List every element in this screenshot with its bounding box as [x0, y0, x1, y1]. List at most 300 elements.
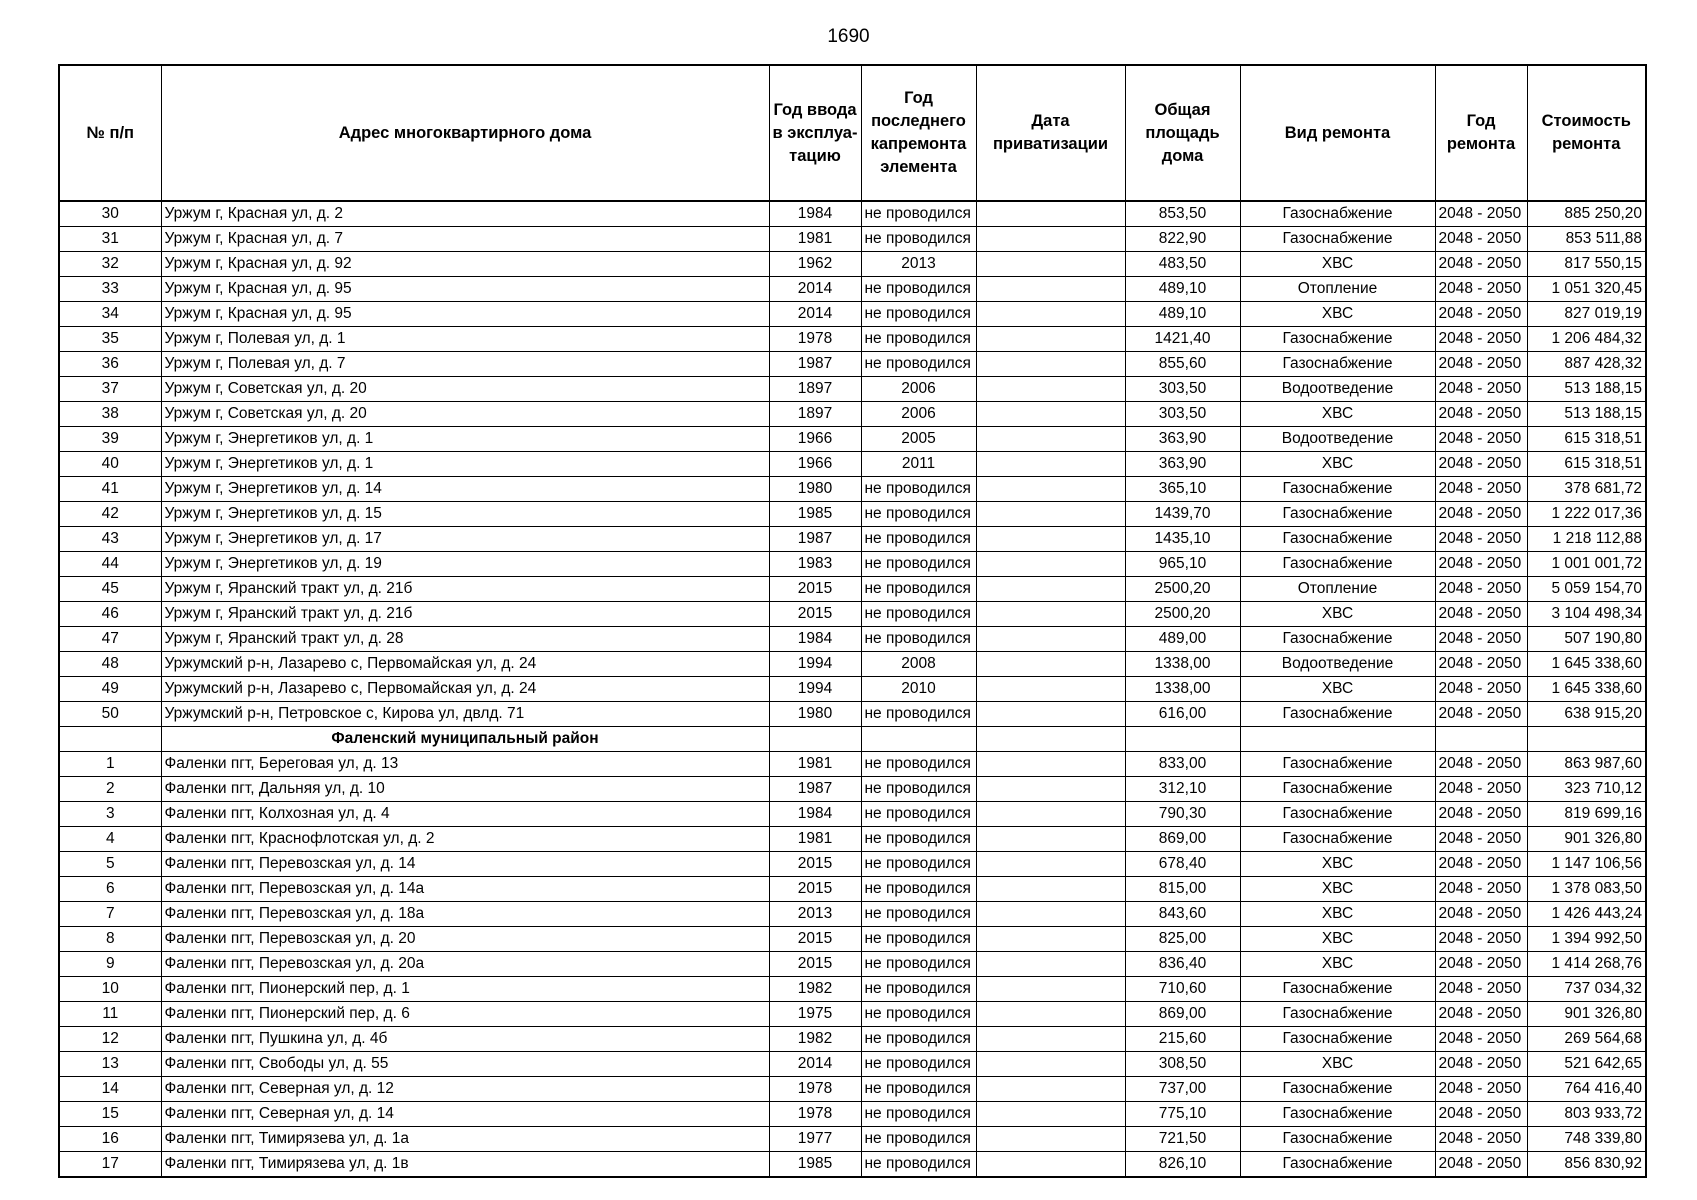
cell-area: 790,30: [1125, 802, 1240, 827]
cell-repair-period: 2048 - 2050: [1435, 802, 1527, 827]
cell-address: Фаленки пгт, Пушкина ул, д. 4б: [161, 1027, 769, 1052]
cell-last-repair: не проводился: [861, 1102, 976, 1127]
cell-privatization: [976, 702, 1125, 727]
cell-repair-type: ХВС: [1240, 877, 1435, 902]
cell-number: 37: [59, 377, 161, 402]
cell-area: 815,00: [1125, 877, 1240, 902]
table-row: [59, 377, 1646, 402]
cell-year-commissioned: 2015: [769, 952, 861, 977]
cell-year-commissioned: 1966: [769, 427, 861, 452]
cell-year-commissioned: 1983: [769, 552, 861, 577]
cell-number: 47: [59, 627, 161, 652]
cell-area: 855,60: [1125, 352, 1240, 377]
cell-repair-type: Газоснабжение: [1240, 552, 1435, 577]
cell-repair-period: 2048 - 2050: [1435, 1127, 1527, 1152]
table-row: [59, 877, 1646, 902]
cell-repair-type: Газоснабжение: [1240, 327, 1435, 352]
cell-year-commissioned: 1994: [769, 652, 861, 677]
cell-cost: 378 681,72: [1527, 477, 1646, 502]
cell-cost: 819 699,16: [1527, 802, 1646, 827]
cell-repair-type: Газоснабжение: [1240, 752, 1435, 777]
cell-cost: 887 428,32: [1527, 352, 1646, 377]
table-row: [59, 677, 1646, 702]
cell-last-repair: не проводился: [861, 201, 976, 227]
cell-cost: 863 987,60: [1527, 752, 1646, 777]
cell-privatization: [976, 1077, 1125, 1102]
cell-repair-type: Газоснабжение: [1240, 527, 1435, 552]
cell-cost: 1 001 001,72: [1527, 552, 1646, 577]
cell-number: 17: [59, 1152, 161, 1178]
cell-address: Уржумский р-н, Петровское с, Кирова ул, двлд. 71: [161, 702, 769, 727]
cell-last-repair: не проводился: [861, 477, 976, 502]
cell-address: Фаленки пгт, Пионерский пер, д. 1: [161, 977, 769, 1002]
cell-privatization: [976, 427, 1125, 452]
cell-cost: 901 326,80: [1527, 827, 1646, 852]
cell-repair-type: Отопление: [1240, 577, 1435, 602]
cell-area: 312,10: [1125, 777, 1240, 802]
cell-number: 8: [59, 927, 161, 952]
cell-area: 833,00: [1125, 752, 1240, 777]
cell-repair-type: ХВС: [1240, 302, 1435, 327]
cell-repair-period: 2048 - 2050: [1435, 652, 1527, 677]
cell-cost: 748 339,80: [1527, 1127, 1646, 1152]
cell-repair-type: Газоснабжение: [1240, 1152, 1435, 1178]
table-row: [59, 702, 1646, 727]
cell-repair-period: 2048 - 2050: [1435, 377, 1527, 402]
table-row: [59, 802, 1646, 827]
cell-address: Уржум г, Энергетиков ул, д. 19: [161, 552, 769, 577]
cell-number: 36: [59, 352, 161, 377]
cell-repair-type: Газоснабжение: [1240, 702, 1435, 727]
cell-repair-type: ХВС: [1240, 402, 1435, 427]
cell-number: 50: [59, 702, 161, 727]
cell-area: 1338,00: [1125, 677, 1240, 702]
cell-last-repair: 2013: [861, 252, 976, 277]
cell-repair-period: 2048 - 2050: [1435, 277, 1527, 302]
cell-area: 303,50: [1125, 377, 1240, 402]
cell-repair-period: 2048 - 2050: [1435, 752, 1527, 777]
table-row: [59, 527, 1646, 552]
cell-address: Фаленки пгт, Тимирязева ул, д. 1а: [161, 1127, 769, 1152]
cell-last-repair: не проводился: [861, 927, 976, 952]
cell-number: 41: [59, 477, 161, 502]
cell-repair-type: ХВС: [1240, 452, 1435, 477]
table-body: [59, 201, 1646, 1177]
cell-cost: 513 188,15: [1527, 402, 1646, 427]
cell-repair-type: ХВС: [1240, 602, 1435, 627]
cell-year-commissioned: 2015: [769, 927, 861, 952]
cell-area: 710,60: [1125, 977, 1240, 1002]
cell-last-repair: не проводился: [861, 227, 976, 252]
cell-last-repair: 2008: [861, 652, 976, 677]
cell-repair-type: Отопление: [1240, 277, 1435, 302]
cell-number: 14: [59, 1077, 161, 1102]
cell-area: [1125, 727, 1240, 752]
cell-address: Фаленки пгт, Перевозская ул, д. 14: [161, 852, 769, 877]
cell-repair-type: ХВС: [1240, 252, 1435, 277]
cell-area: 365,10: [1125, 477, 1240, 502]
cell-address: Уржум г, Энергетиков ул, д. 15: [161, 502, 769, 527]
cell-year-commissioned: [769, 727, 861, 752]
cell-repair-type: Газоснабжение: [1240, 352, 1435, 377]
cell-area: 869,00: [1125, 1002, 1240, 1027]
cell-area: 1439,70: [1125, 502, 1240, 527]
cell-repair-period: 2048 - 2050: [1435, 352, 1527, 377]
cell-last-repair: не проводился: [861, 277, 976, 302]
cell-privatization: [976, 852, 1125, 877]
cell-repair-type: Газоснабжение: [1240, 502, 1435, 527]
cell-address: Фаленки пгт, Перевозская ул, д. 20а: [161, 952, 769, 977]
cell-privatization: [976, 652, 1125, 677]
cell-number: 10: [59, 977, 161, 1002]
cell-repair-period: 2048 - 2050: [1435, 452, 1527, 477]
cell-number: 15: [59, 1102, 161, 1127]
table-row: [59, 252, 1646, 277]
header-num: № п/п: [59, 65, 161, 201]
cell-repair-period: [1435, 727, 1527, 752]
cell-repair-period: 2048 - 2050: [1435, 302, 1527, 327]
cell-repair-type: Газоснабжение: [1240, 627, 1435, 652]
cell-repair-period: 2048 - 2050: [1435, 527, 1527, 552]
table-row: [59, 1002, 1646, 1027]
cell-address: Уржумский р-н, Лазарево с, Первомайская ул, д. 24: [161, 677, 769, 702]
cell-address: Уржум г, Энергетиков ул, д. 14: [161, 477, 769, 502]
cell-year-commissioned: 2014: [769, 1052, 861, 1077]
cell-address: Уржум г, Красная ул, д. 92: [161, 252, 769, 277]
cell-area: 2500,20: [1125, 577, 1240, 602]
cell-repair-type: Газоснабжение: [1240, 977, 1435, 1002]
cell-repair-period: 2048 - 2050: [1435, 827, 1527, 852]
header-area: Общая площадь дома: [1125, 65, 1240, 201]
cell-area: 836,40: [1125, 952, 1240, 977]
cell-last-repair: не проводился: [861, 777, 976, 802]
cell-area: 853,50: [1125, 201, 1240, 227]
cell-repair-type: ХВС: [1240, 852, 1435, 877]
cell-area: 775,10: [1125, 1102, 1240, 1127]
cell-repair-type: Газоснабжение: [1240, 1002, 1435, 1027]
cell-privatization: [976, 302, 1125, 327]
cell-number: 45: [59, 577, 161, 602]
cell-address: Фаленки пгт, Перевозская ул, д. 20: [161, 927, 769, 952]
cell-number: 7: [59, 902, 161, 927]
cell-last-repair: не проводился: [861, 802, 976, 827]
section-title: Фаленский муниципальный район: [161, 727, 769, 752]
header-address: Адрес многоквартирного дома: [161, 65, 769, 201]
cell-last-repair: не проводился: [861, 827, 976, 852]
cell-last-repair: 2006: [861, 402, 976, 427]
header-year-commissioned: Год ввода в эксплуа-тацию: [769, 65, 861, 201]
cell-year-commissioned: 2013: [769, 902, 861, 927]
cell-area: 489,00: [1125, 627, 1240, 652]
cell-repair-type: Газоснабжение: [1240, 1127, 1435, 1152]
cell-area: 1435,10: [1125, 527, 1240, 552]
cell-area: 843,60: [1125, 902, 1240, 927]
cell-repair-type: Газоснабжение: [1240, 1027, 1435, 1052]
cell-privatization: [976, 877, 1125, 902]
table-row: [59, 452, 1646, 477]
cell-repair-type: Газоснабжение: [1240, 477, 1435, 502]
cell-address: Фаленки пгт, Северная ул, д. 12: [161, 1077, 769, 1102]
cell-privatization: [976, 552, 1125, 577]
cell-year-commissioned: 1987: [769, 527, 861, 552]
cell-privatization: [976, 952, 1125, 977]
table-row: [59, 1077, 1646, 1102]
cell-year-commissioned: 1980: [769, 477, 861, 502]
table-row: [59, 352, 1646, 377]
cell-repair-type: Газоснабжение: [1240, 1077, 1435, 1102]
table-row: [59, 577, 1646, 602]
cell-privatization: [976, 927, 1125, 952]
cell-repair-period: 2048 - 2050: [1435, 577, 1527, 602]
cell-number: 44: [59, 552, 161, 577]
cell-address: Фаленки пгт, Дальняя ул, д. 10: [161, 777, 769, 802]
cell-privatization: [976, 802, 1125, 827]
cell-repair-period: 2048 - 2050: [1435, 201, 1527, 227]
cell-year-commissioned: 1978: [769, 327, 861, 352]
cell-number: 48: [59, 652, 161, 677]
cell-area: 489,10: [1125, 277, 1240, 302]
cell-cost: 513 188,15: [1527, 377, 1646, 402]
page-number: 1690: [827, 26, 870, 47]
cell-area: 215,60: [1125, 1027, 1240, 1052]
cell-number: 35: [59, 327, 161, 352]
cell-area: 308,50: [1125, 1052, 1240, 1077]
table-row: [59, 652, 1646, 677]
cell-privatization: [976, 777, 1125, 802]
cell-cost: 638 915,20: [1527, 702, 1646, 727]
cell-repair-period: 2048 - 2050: [1435, 702, 1527, 727]
cell-number: 16: [59, 1127, 161, 1152]
repair-registry-table: [58, 64, 1647, 1178]
cell-repair-period: 2048 - 2050: [1435, 552, 1527, 577]
cell-address: Фаленки пгт, Тимирязева ул, д. 1в: [161, 1152, 769, 1178]
cell-year-commissioned: 2015: [769, 852, 861, 877]
cell-last-repair: 2005: [861, 427, 976, 452]
cell-address: Фаленки пгт, Береговая ул, д. 13: [161, 752, 769, 777]
cell-last-repair: не проводился: [861, 602, 976, 627]
cell-privatization: [976, 902, 1125, 927]
cell-address: Уржум г, Красная ул, д. 95: [161, 302, 769, 327]
table-row: [59, 1127, 1646, 1152]
table-header-row: [59, 65, 1646, 201]
cell-number: 30: [59, 201, 161, 227]
cell-cost: 1 426 443,24: [1527, 902, 1646, 927]
cell-privatization: [976, 627, 1125, 652]
cell-last-repair: не проводился: [861, 627, 976, 652]
cell-repair-type: Водоотведение: [1240, 377, 1435, 402]
table-row: [59, 627, 1646, 652]
cell-year-commissioned: 2015: [769, 877, 861, 902]
cell-year-commissioned: 1984: [769, 627, 861, 652]
cell-number: 13: [59, 1052, 161, 1077]
cell-last-repair: не проводился: [861, 902, 976, 927]
cell-repair-period: 2048 - 2050: [1435, 1027, 1527, 1052]
cell-address: Фаленки пгт, Северная ул, д. 14: [161, 1102, 769, 1127]
cell-repair-type: Газоснабжение: [1240, 227, 1435, 252]
cell-area: 822,90: [1125, 227, 1240, 252]
cell-repair-type: ХВС: [1240, 1052, 1435, 1077]
cell-address: Уржум г, Полевая ул, д. 7: [161, 352, 769, 377]
cell-repair-type: ХВС: [1240, 902, 1435, 927]
cell-year-commissioned: 1987: [769, 777, 861, 802]
cell-privatization: [976, 327, 1125, 352]
cell-cost: 737 034,32: [1527, 977, 1646, 1002]
table-row: [59, 852, 1646, 877]
cell-cost: 507 190,80: [1527, 627, 1646, 652]
cell-last-repair: не проводился: [861, 352, 976, 377]
cell-address: Уржум г, Яранский тракт ул, д. 21б: [161, 577, 769, 602]
cell-address: Уржум г, Советская ул, д. 20: [161, 402, 769, 427]
cell-area: 483,50: [1125, 252, 1240, 277]
cell-year-commissioned: 1985: [769, 502, 861, 527]
cell-cost: 856 830,92: [1527, 1152, 1646, 1178]
cell-privatization: [976, 352, 1125, 377]
cell-privatization: [976, 252, 1125, 277]
cell-last-repair: не проводился: [861, 552, 976, 577]
cell-cost: 615 318,51: [1527, 452, 1646, 477]
cell-cost: 615 318,51: [1527, 427, 1646, 452]
table-row: [59, 752, 1646, 777]
cell-repair-period: 2048 - 2050: [1435, 952, 1527, 977]
cell-repair-type: [1240, 727, 1435, 752]
cell-cost: 1 051 320,45: [1527, 277, 1646, 302]
cell-cost: 827 019,19: [1527, 302, 1646, 327]
cell-year-commissioned: 1977: [769, 1127, 861, 1152]
cell-last-repair: не проводился: [861, 702, 976, 727]
cell-address: Уржумский р-н, Лазарево с, Первомайская ул, д. 24: [161, 652, 769, 677]
cell-area: 678,40: [1125, 852, 1240, 877]
cell-privatization: [976, 602, 1125, 627]
cell-area: 2500,20: [1125, 602, 1240, 627]
cell-cost: 1 414 268,76: [1527, 952, 1646, 977]
cell-number: 6: [59, 877, 161, 902]
cell-last-repair: не проводился: [861, 502, 976, 527]
cell-year-commissioned: 1962: [769, 252, 861, 277]
cell-address: Уржум г, Красная ул, д. 2: [161, 201, 769, 227]
cell-address: Фаленки пгт, Свободы ул, д. 55: [161, 1052, 769, 1077]
cell-number: 46: [59, 602, 161, 627]
cell-number: 43: [59, 527, 161, 552]
table-row: [59, 327, 1646, 352]
cell-number: 40: [59, 452, 161, 477]
header-repair-period: Год ремонта: [1435, 65, 1527, 201]
cell-repair-period: 2048 - 2050: [1435, 1052, 1527, 1077]
cell-privatization: [976, 752, 1125, 777]
cell-cost: 901 326,80: [1527, 1002, 1646, 1027]
table-row: [59, 777, 1646, 802]
table-row: [59, 952, 1646, 977]
cell-last-repair: не проводился: [861, 577, 976, 602]
cell-cost: 1 222 017,36: [1527, 502, 1646, 527]
cell-year-commissioned: 2015: [769, 577, 861, 602]
cell-number: 11: [59, 1002, 161, 1027]
cell-number: 42: [59, 502, 161, 527]
cell-number: 34: [59, 302, 161, 327]
section-row: [59, 727, 1646, 752]
cell-last-repair: не проводился: [861, 1002, 976, 1027]
cell-year-commissioned: 2014: [769, 277, 861, 302]
cell-year-commissioned: 2014: [769, 302, 861, 327]
cell-privatization: [976, 377, 1125, 402]
table-row: [59, 1027, 1646, 1052]
cell-privatization: [976, 677, 1125, 702]
cell-cost: 1 218 112,88: [1527, 527, 1646, 552]
cell-repair-period: 2048 - 2050: [1435, 1152, 1527, 1178]
cell-cost: 1 378 083,50: [1527, 877, 1646, 902]
cell-last-repair: не проводился: [861, 752, 976, 777]
cell-cost: 3 104 498,34: [1527, 602, 1646, 627]
cell-year-commissioned: 1978: [769, 1102, 861, 1127]
cell-area: 616,00: [1125, 702, 1240, 727]
cell-number: 39: [59, 427, 161, 452]
cell-repair-period: 2048 - 2050: [1435, 1002, 1527, 1027]
cell-repair-type: Газоснабжение: [1240, 1102, 1435, 1127]
cell-year-commissioned: 1987: [769, 352, 861, 377]
cell-area: 721,50: [1125, 1127, 1240, 1152]
cell-cost: 764 416,40: [1527, 1077, 1646, 1102]
cell-repair-period: 2048 - 2050: [1435, 602, 1527, 627]
cell-last-repair: не проводился: [861, 877, 976, 902]
cell-number: 12: [59, 1027, 161, 1052]
cell-year-commissioned: 1984: [769, 201, 861, 227]
cell-last-repair: не проводился: [861, 527, 976, 552]
cell-year-commissioned: 1981: [769, 227, 861, 252]
cell-number: 33: [59, 277, 161, 302]
cell-repair-period: 2048 - 2050: [1435, 502, 1527, 527]
cell-year-commissioned: 1897: [769, 402, 861, 427]
cell-address: Фаленки пгт, Перевозская ул, д. 18а: [161, 902, 769, 927]
cell-repair-period: 2048 - 2050: [1435, 902, 1527, 927]
table-row: [59, 977, 1646, 1002]
cell-repair-period: 2048 - 2050: [1435, 327, 1527, 352]
cell-address: Фаленки пгт, Краснофлотская ул, д. 2: [161, 827, 769, 852]
cell-year-commissioned: 1981: [769, 827, 861, 852]
cell-repair-type: Газоснабжение: [1240, 827, 1435, 852]
cell-address: Уржум г, Красная ул, д. 95: [161, 277, 769, 302]
cell-address: Уржум г, Яранский тракт ул, д. 21б: [161, 602, 769, 627]
cell-cost: 1 147 106,56: [1527, 852, 1646, 877]
cell-address: Фаленки пгт, Пионерский пер, д. 6: [161, 1002, 769, 1027]
cell-repair-period: 2048 - 2050: [1435, 877, 1527, 902]
header-privatization: Дата приватизации: [976, 65, 1125, 201]
cell-area: 1421,40: [1125, 327, 1240, 352]
cell-cost: 5 059 154,70: [1527, 577, 1646, 602]
cell-repair-period: 2048 - 2050: [1435, 252, 1527, 277]
cell-repair-period: 2048 - 2050: [1435, 477, 1527, 502]
cell-number: 32: [59, 252, 161, 277]
cell-year-commissioned: 1975: [769, 1002, 861, 1027]
cell-last-repair: не проводился: [861, 977, 976, 1002]
cell-repair-period: 2048 - 2050: [1435, 677, 1527, 702]
cell-year-commissioned: 1981: [769, 752, 861, 777]
cell-year-commissioned: 1994: [769, 677, 861, 702]
cell-repair-type: Водоотведение: [1240, 427, 1435, 452]
cell-area: 965,10: [1125, 552, 1240, 577]
table-row: [59, 302, 1646, 327]
cell-privatization: [976, 402, 1125, 427]
cell-repair-type: Газоснабжение: [1240, 201, 1435, 227]
table-row: [59, 427, 1646, 452]
cell-number: 9: [59, 952, 161, 977]
cell-last-repair: не проводился: [861, 1152, 976, 1178]
cell-repair-type: Водоотведение: [1240, 652, 1435, 677]
cell-repair-type: ХВС: [1240, 927, 1435, 952]
cell-privatization: [976, 1027, 1125, 1052]
cell-privatization: [976, 577, 1125, 602]
table-row: [59, 477, 1646, 502]
cell-repair-period: 2048 - 2050: [1435, 977, 1527, 1002]
cell-address: Фаленки пгт, Колхозная ул, д. 4: [161, 802, 769, 827]
